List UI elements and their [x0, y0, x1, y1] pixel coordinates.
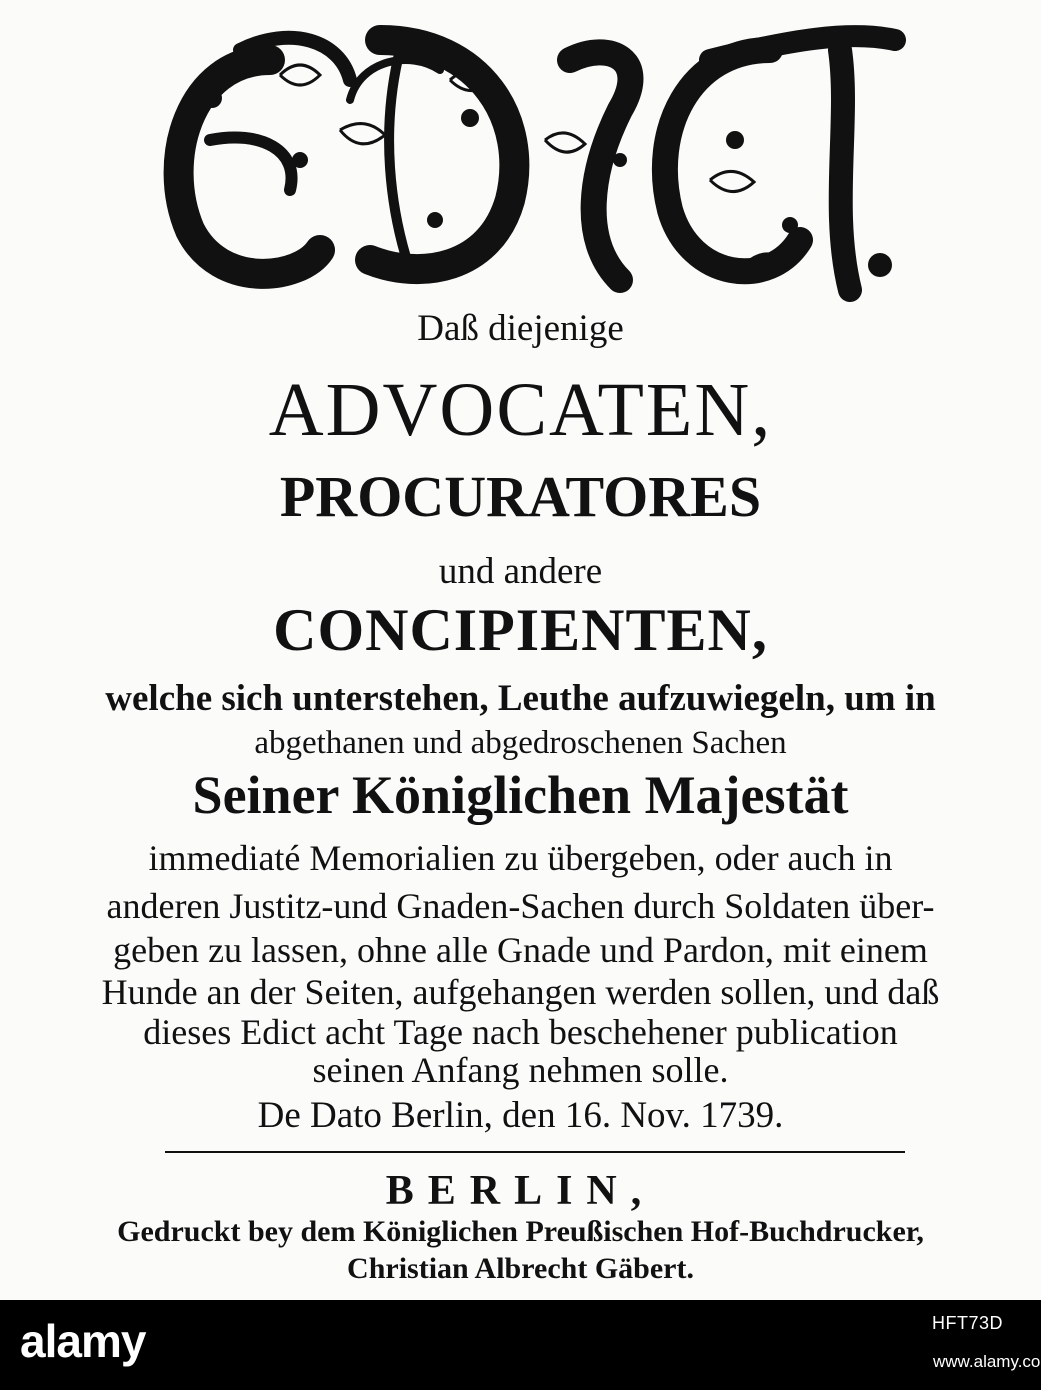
heading-concipienten: CONCIPIENTEN,: [273, 597, 768, 663]
text-line-11: geben zu lassen, ohne alle Gnade und Pardon, mit einem: [113, 930, 928, 970]
imprint-place: BERLIN,: [385, 1168, 656, 1214]
banner-url: www.alamy.com: [933, 1352, 1055, 1371]
heading-procuratores: PROCURATORES: [279, 464, 762, 529]
heading-majesty: Seiner Königlichen Majestät: [192, 765, 849, 825]
text-line-14: seinen Anfang nehmen solle.: [312, 1050, 729, 1090]
edict-title-lettering: [150, 20, 910, 310]
text-line-10: anderen Justitz-und Gnaden-Sachen durch Soldaten über-: [106, 886, 935, 926]
imprint-line-2: Christian Albrecht Gäbert.: [347, 1252, 694, 1285]
text-line-7: abgethanen und abgedroschenen Sachen: [254, 725, 787, 761]
stock-banner: [0, 1300, 1055, 1390]
text-line-9: immediaté Memorialien zu übergeben, oder auch in: [148, 838, 893, 878]
text-line-4: und andere: [438, 551, 603, 592]
heading-advocaten: ADVOCATEN,: [268, 368, 773, 452]
alamy-logo: alamy: [20, 1315, 146, 1367]
imprint-line-1: Gedruckt bey dem Königlichen Preußischen Hof-Buchdrucker,: [117, 1215, 924, 1248]
image-id: HFT73D: [932, 1313, 1004, 1333]
date-line: De Dato Berlin, den 16. Nov. 1739.: [257, 1095, 784, 1136]
text-line-13: dieses Edict acht Tage nach beschehener publication: [143, 1012, 898, 1052]
text-line-1: Daß diejenige: [417, 308, 624, 349]
divider-rule: [165, 1151, 905, 1153]
text-line-6: welche sich unterstehen, Leuthe aufzuwiegeln, um in: [105, 678, 936, 719]
text-line-12: Hunde an der Seiten, aufgehangen werden sollen, und daß: [101, 972, 940, 1012]
